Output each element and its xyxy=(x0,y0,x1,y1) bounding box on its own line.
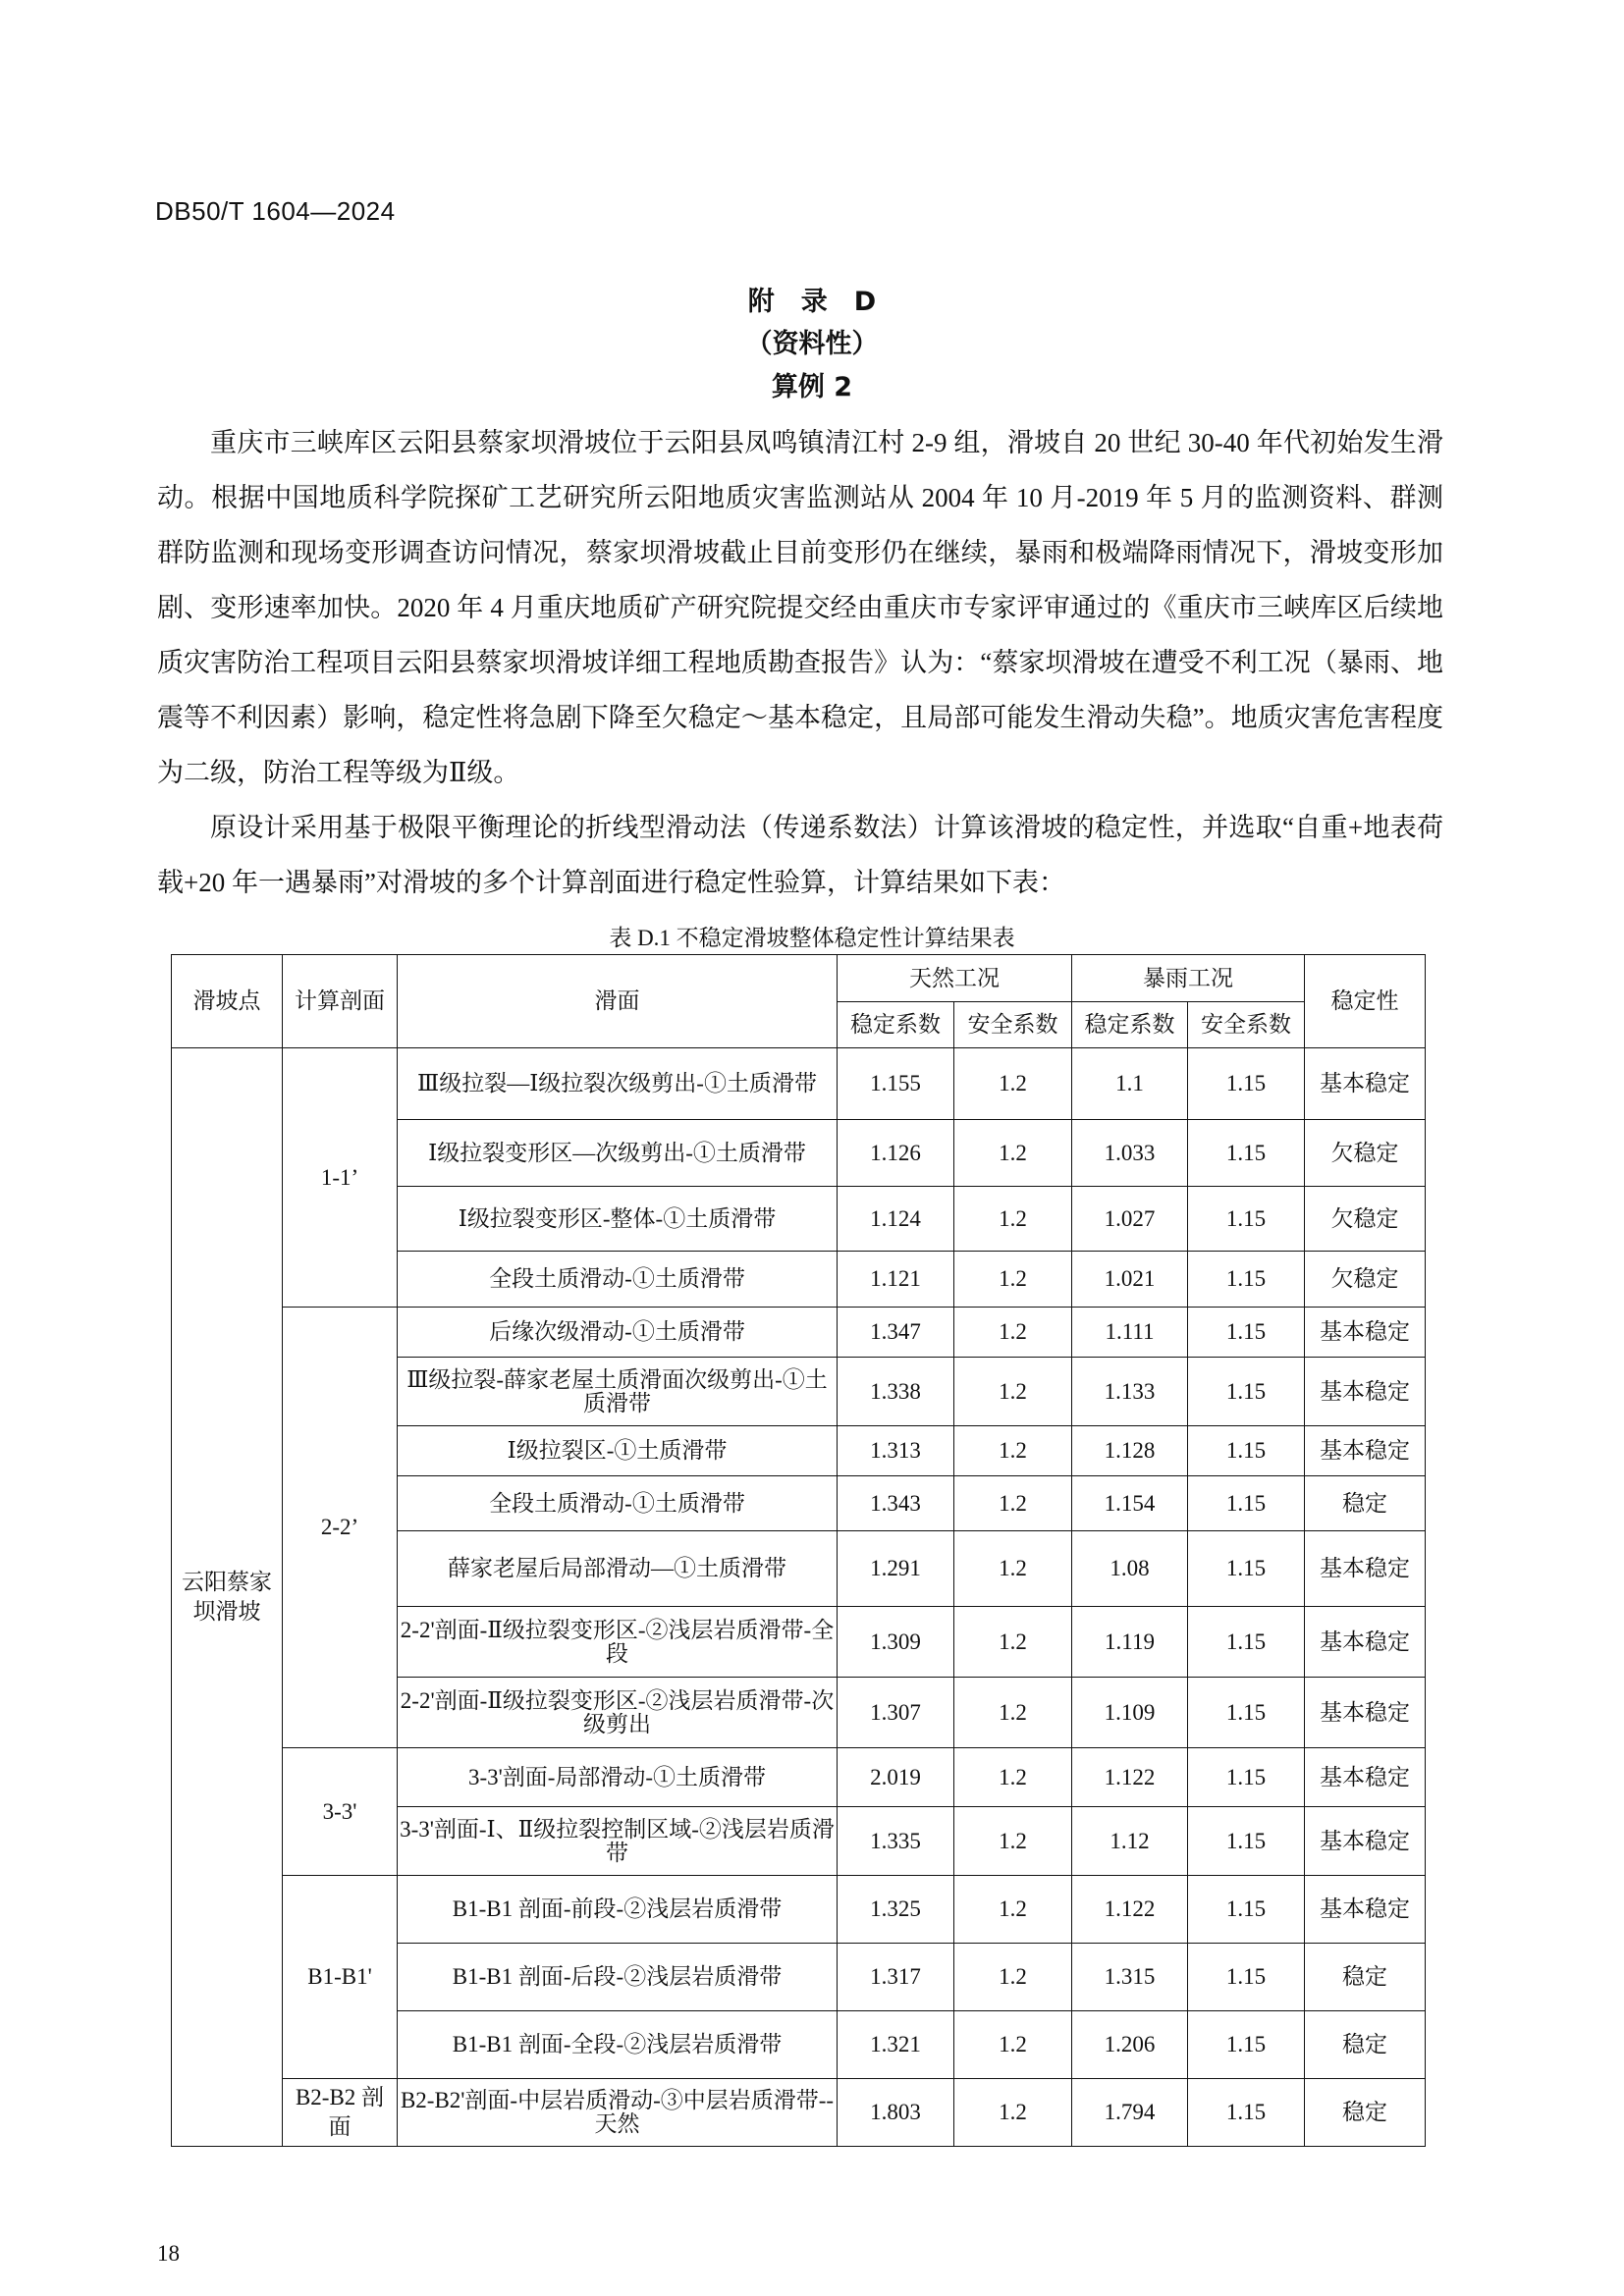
cell-rain-stab: 1.133 xyxy=(1072,1358,1188,1426)
cell-rain-safe: 1.15 xyxy=(1188,1358,1305,1426)
cell-rain-stab: 1.021 xyxy=(1072,1252,1188,1308)
cell-rain-safe: 1.15 xyxy=(1188,2011,1305,2079)
cell-rain-stab: 1.119 xyxy=(1072,1607,1188,1678)
cell-natural-safe: 1.2 xyxy=(954,1678,1072,1748)
cell-stability: 基本稳定 xyxy=(1305,1607,1426,1678)
cell-natural-safe: 1.2 xyxy=(954,1476,1072,1531)
header-section: 计算剖面 xyxy=(283,955,398,1048)
cell-section: 3-3' xyxy=(283,1748,398,1876)
cell-rain-safe: 1.15 xyxy=(1188,1187,1305,1252)
cell-stability: 基本稳定 xyxy=(1305,1358,1426,1426)
appendix-title: 附 录 D xyxy=(747,287,877,317)
cell-stability: 基本稳定 xyxy=(1305,1048,1426,1120)
header-stability: 稳定性 xyxy=(1305,955,1426,1048)
cell-surface: 2-2'剖面-Ⅱ级拉裂变形区-②浅层岩质滑带-次级剪出 xyxy=(398,1678,838,1748)
cell-stability: 欠稳定 xyxy=(1305,1120,1426,1187)
cell-natural-stab: 1.126 xyxy=(838,1120,954,1187)
cell-rain-safe: 1.15 xyxy=(1188,1807,1305,1876)
table-row xyxy=(172,1308,1426,1358)
cell-natural-safe: 1.2 xyxy=(954,1748,1072,1807)
cell-rain-safe: 1.15 xyxy=(1188,1876,1305,1944)
table-row xyxy=(172,1048,1426,1120)
cell-natural-stab: 1.155 xyxy=(838,1048,954,1120)
example-title: 算例 2 xyxy=(771,372,853,402)
cell-natural-stab: 1.291 xyxy=(838,1531,954,1607)
cell-rain-stab: 1.154 xyxy=(1072,1476,1188,1531)
cell-surface: 后缘次级滑动-①土质滑带 xyxy=(398,1308,838,1358)
cell-rain-safe: 1.15 xyxy=(1188,2079,1305,2147)
cell-natural-safe: 1.2 xyxy=(954,1531,1072,1607)
cell-surface: 3-3'剖面-局部滑动-①土质滑带 xyxy=(398,1748,838,1807)
cell-stability: 欠稳定 xyxy=(1305,1252,1426,1308)
cell-rain-safe: 1.15 xyxy=(1188,1120,1305,1187)
cell-surface: Ⅰ级拉裂区-①土质滑带 xyxy=(398,1426,838,1476)
cell-natural-stab: 2.019 xyxy=(838,1748,954,1807)
header-natural: 天然工况 xyxy=(838,955,1072,1002)
cell-rain-stab: 1.1 xyxy=(1072,1048,1188,1120)
cell-surface: B2-B2'剖面-中层岩质滑动-③中层岩质滑带--天然 xyxy=(398,2079,838,2147)
cell-natural-safe: 1.2 xyxy=(954,2011,1072,2079)
table-row xyxy=(172,1876,1426,1944)
cell-surface: B1-B1 剖面-全段-②浅层岩质滑带 xyxy=(398,2011,838,2079)
cell-section: 2-2’ xyxy=(283,1308,398,1748)
cell-rain-safe: 1.15 xyxy=(1188,1308,1305,1358)
table-caption: 表 D.1 不稳定滑坡整体稳定性计算结果表 xyxy=(609,926,1015,950)
cell-rain-safe: 1.15 xyxy=(1188,1531,1305,1607)
cell-rain-stab: 1.109 xyxy=(1072,1678,1188,1748)
cell-natural-stab: 1.309 xyxy=(838,1607,954,1678)
cell-natural-stab: 1.343 xyxy=(838,1476,954,1531)
cell-natural-safe: 1.2 xyxy=(954,1308,1072,1358)
cell-natural-stab: 1.313 xyxy=(838,1426,954,1476)
cell-rain-stab: 1.315 xyxy=(1072,1944,1188,2011)
header-rain-safe: 安全系数 xyxy=(1188,1002,1305,1048)
cell-natural-stab: 1.325 xyxy=(838,1876,954,1944)
cell-rain-safe: 1.15 xyxy=(1188,1048,1305,1120)
header-surface: 滑面 xyxy=(398,955,838,1048)
cell-rain-safe: 1.15 xyxy=(1188,1252,1305,1308)
table-row xyxy=(172,2079,1426,2147)
stability-results-table xyxy=(171,954,1426,2147)
cell-surface: Ⅰ级拉裂变形区-整体-①土质滑带 xyxy=(398,1187,838,1252)
cell-rain-stab: 1.206 xyxy=(1072,2011,1188,2079)
cell-surface: 3-3'剖面-Ⅰ、Ⅱ级拉裂控制区域-②浅层岩质滑带 xyxy=(398,1807,838,1876)
cell-natural-safe: 1.2 xyxy=(954,1048,1072,1120)
cell-natural-stab: 1.124 xyxy=(838,1187,954,1252)
cell-natural-safe: 1.2 xyxy=(954,1120,1072,1187)
cell-stability: 稳定 xyxy=(1305,2011,1426,2079)
header-point: 滑坡点 xyxy=(172,955,283,1048)
cell-natural-safe: 1.2 xyxy=(954,1944,1072,2011)
cell-natural-stab: 1.307 xyxy=(838,1678,954,1748)
cell-surface: 薛家老屋后局部滑动—①土质滑带 xyxy=(398,1531,838,1607)
cell-surface: Ⅰ级拉裂变形区—次级剪出-①土质滑带 xyxy=(398,1120,838,1187)
cell-surface: B1-B1 剖面-前段-②浅层岩质滑带 xyxy=(398,1876,838,1944)
paragraph: 原设计采用基于极限平衡理论的折线型滑动法（传递系数法）计算该滑坡的稳定性，并选取“自重+地表荷载+20 年一遇暴雨”对滑坡的多个计算剖面进行稳定性验算，计算结果如下表： xyxy=(157,813,1443,897)
cell-natural-safe: 1.2 xyxy=(954,1876,1072,1944)
cell-rain-stab: 1.128 xyxy=(1072,1426,1188,1476)
cell-natural-stab: 1.321 xyxy=(838,2011,954,2079)
header-natural-safe: 安全系数 xyxy=(954,1002,1072,1048)
cell-rain-stab: 1.12 xyxy=(1072,1807,1188,1876)
cell-section: B2-B2 剖面 xyxy=(283,2079,398,2147)
cell-rain-stab: 1.111 xyxy=(1072,1308,1188,1358)
cell-section: B1-B1' xyxy=(283,1876,398,2079)
cell-rain-safe: 1.15 xyxy=(1188,1944,1305,2011)
cell-natural-safe: 1.2 xyxy=(954,1807,1072,1876)
cell-stability: 稳定 xyxy=(1305,1476,1426,1531)
page-number: 18 xyxy=(157,2241,180,2266)
appendix-nature: （资料性） xyxy=(745,329,879,359)
document-code: DB50/T 1604—2024 xyxy=(155,196,396,226)
cell-natural-safe: 1.2 xyxy=(954,1607,1072,1678)
cell-stability: 基本稳定 xyxy=(1305,1748,1426,1807)
cell-natural-stab: 1.335 xyxy=(838,1807,954,1876)
cell-rain-stab: 1.122 xyxy=(1072,1876,1188,1944)
cell-surface: B1-B1 剖面-后段-②浅层岩质滑带 xyxy=(398,1944,838,2011)
cell-rain-safe: 1.15 xyxy=(1188,1678,1305,1748)
cell-stability: 基本稳定 xyxy=(1305,1678,1426,1748)
cell-rain-safe: 1.15 xyxy=(1188,1748,1305,1807)
cell-natural-safe: 1.2 xyxy=(954,1187,1072,1252)
cell-natural-stab: 1.121 xyxy=(838,1252,954,1308)
cell-natural-stab: 1.803 xyxy=(838,2079,954,2147)
cell-stability: 基本稳定 xyxy=(1305,1426,1426,1476)
table-row xyxy=(172,1748,1426,1807)
cell-rain-stab: 1.122 xyxy=(1072,1748,1188,1807)
header-natural-stab: 稳定系数 xyxy=(838,1002,954,1048)
cell-stability: 基本稳定 xyxy=(1305,1531,1426,1607)
cell-rain-stab: 1.027 xyxy=(1072,1187,1188,1252)
cell-surface: Ⅲ级拉裂—Ⅰ级拉裂次级剪出-①土质滑带 xyxy=(398,1048,838,1120)
cell-rain-stab: 1.794 xyxy=(1072,2079,1188,2147)
table-header-row xyxy=(172,955,1426,1002)
cell-natural-stab: 1.338 xyxy=(838,1358,954,1426)
cell-natural-safe: 1.2 xyxy=(954,1252,1072,1308)
cell-surface: Ⅲ级拉裂-薛家老屋土质滑面次级剪出-①土质滑带 xyxy=(398,1358,838,1426)
cell-stability: 欠稳定 xyxy=(1305,1187,1426,1252)
cell-rain-stab: 1.08 xyxy=(1072,1531,1188,1607)
cell-surface: 全段土质滑动-①土质滑带 xyxy=(398,1252,838,1308)
cell-natural-safe: 1.2 xyxy=(954,1358,1072,1426)
cell-natural-stab: 1.347 xyxy=(838,1308,954,1358)
cell-stability: 基本稳定 xyxy=(1305,1807,1426,1876)
body-text xyxy=(157,415,1443,910)
cell-stability: 稳定 xyxy=(1305,2079,1426,2147)
header-rain-stab: 稳定系数 xyxy=(1072,1002,1188,1048)
cell-natural-stab: 1.317 xyxy=(838,1944,954,2011)
cell-rain-safe: 1.15 xyxy=(1188,1607,1305,1678)
cell-rain-stab: 1.033 xyxy=(1072,1120,1188,1187)
cell-rain-safe: 1.15 xyxy=(1188,1426,1305,1476)
cell-stability: 稳定 xyxy=(1305,1944,1426,2011)
cell-stability: 基本稳定 xyxy=(1305,1876,1426,1944)
cell-stability: 基本稳定 xyxy=(1305,1308,1426,1358)
cell-natural-safe: 1.2 xyxy=(954,1426,1072,1476)
paragraph: 重庆市三峡库区云阳县蔡家坝滑坡位于云阳县凤鸣镇清江村 2-9 组，滑坡自 20 世纪 30-40 年代初始发生滑动。根据中国地质科学院探矿工艺研究所云阳地质灾害监测站从 2004 年 10 月-2019 年 5 月的监测资料、群测群防监测和现场变形调查访问情况，蔡家坝滑坡截止目前变形仍在继续，暴雨和极端降雨情况下，滑坡变形加剧、变形速率加快。2020 年 4 月重庆地质矿产研究院提交经由重庆市专家评审通过的《重庆市三峡库区后续地质灾害防治工程项目云阳县蔡家坝滑坡详细工程地质勘查报告》认为：“蔡家坝滑坡在遭受不利工况（暴雨、地震等不利因素）影响，稳定性将急剧下降至欠稳定～基本稳定，且局部可能发生滑动失稳”。地质灾害危害程度为二级，防治工程等级为Ⅱ级。 xyxy=(157,428,1443,787)
cell-surface: 全段土质滑动-①土质滑带 xyxy=(398,1476,838,1531)
cell-rain-safe: 1.15 xyxy=(1188,1476,1305,1531)
header-rain: 暴雨工况 xyxy=(1072,955,1305,1002)
cell-point: 云阳蔡家坝滑坡 xyxy=(172,1048,283,2147)
cell-section: 1-1’ xyxy=(283,1048,398,1308)
cell-surface: 2-2'剖面-Ⅱ级拉裂变形区-②浅层岩质滑带-全段 xyxy=(398,1607,838,1678)
cell-natural-safe: 1.2 xyxy=(954,2079,1072,2147)
